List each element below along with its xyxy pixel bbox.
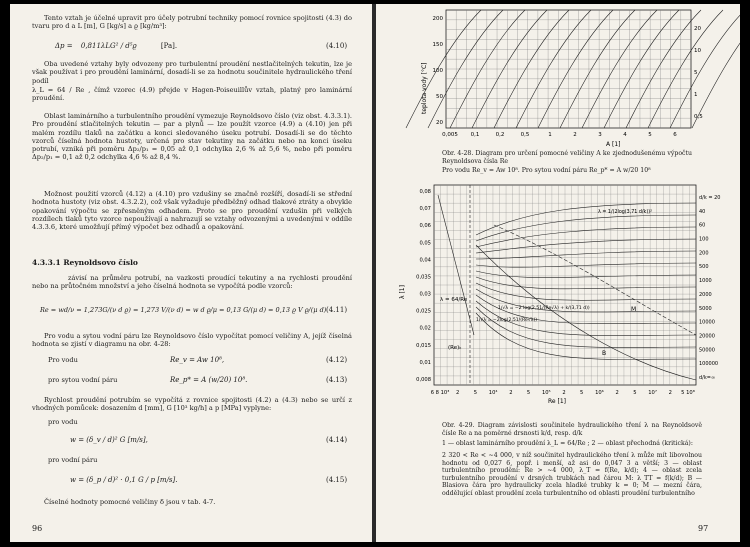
equation-4-14: w = (δ_v / d)² G [m/s],: [70, 436, 148, 444]
figure-4-28: [376, 4, 740, 164]
right-tick-label: d/k = 20: [699, 195, 721, 201]
annotation-B: B: [602, 350, 607, 357]
fig29-xlabel: Re [1]: [548, 398, 566, 405]
paragraph: Možnost použití vzorců (4.12) a (4.10) pro vzdušiny se značně rozšíří, dosadí-li se střední hodnota hustoty (viz obst. 4.3.2.2), což však vyžaduje předběžný odhad tlakové ztráty a obvykle opakování výpočtu se zpřesněným odhadem. Proto se pro proudění vzdušin při velkých rozdílech tlaků tyto vzorce nepoužívají a nahrazují se vztahy odvozenými a uvedenými v oddíle 4.3.3.6, které umožňují přímý výpočet bez odhadů a opakování.: [32, 190, 352, 232]
right-tick-label: 60: [699, 222, 706, 229]
equation-4-12: Re_v = Aw 10⁸,: [170, 356, 225, 364]
right-tick-label: 5000: [699, 305, 712, 312]
equation-4-15: w = (δ_p / d)² · 0,1 G / p [m/s].: [70, 476, 178, 484]
label-steam: pro vodní páru: [48, 456, 98, 464]
x-tick-label: 2: [562, 390, 566, 396]
y-tick-label: 200: [432, 16, 443, 22]
equation-unit: [Pa].: [160, 42, 178, 50]
y-tick-label: 0,035: [416, 274, 431, 281]
y-tick-label: 0,08: [419, 189, 431, 195]
x-tick-label: 2: [573, 132, 577, 138]
y-tick-label: 0,015: [416, 342, 431, 349]
right-tick-label: 500: [699, 264, 709, 271]
paragraph: Oblast laminárního a turbulentního proudění vymezuje Reynoldsovo číslo (viz obst. 4.3.3.1). Pro proudění stlačitelných tekutin — par a plynů — lze použít vzorce (4.9) a (4.10) jen při malém rozdílu tlaků na začátku a konci sledovaného úseku potrubí. Dosadí-li se do těchto vzorců číselná hodnota hustoty, určená pro stav tekutiny na začátku nebo na konci úseku potrubí, vzniká při poměru Δp₂/p₁ = 0,05 až 0,1 odchylka 2,6 % až 5,6 %, nebo při poměru Δp₂/p₁ = 0,1 až 0,2 odchylka 4,6 % až 8,4 %.: [32, 112, 352, 162]
laminar-line: [438, 195, 474, 335]
x-tick-label: 6 8 10³: [430, 390, 450, 396]
x-tick-label: 10⁷: [648, 390, 657, 396]
right-tick-label: 1000: [699, 278, 712, 285]
fig29-ylabel: λ [1]: [399, 285, 406, 299]
y-tick-label: 0,04: [419, 257, 431, 264]
equation-number: (4.14): [326, 436, 348, 444]
x-tick-label: 1: [548, 132, 552, 138]
x-tick-label: 0,005: [442, 132, 458, 138]
y-tick-label: 0,01: [419, 359, 431, 366]
paragraph: závisí na průměru potrubí, na vazkosti proudící tekutiny a na rychlosti proudění nebo na průtočném množství a jeho číselná hodnota se vypočítá podle vzorců:: [32, 274, 352, 291]
equation-number: (4.11): [326, 306, 348, 314]
roughness-curve: [476, 215, 696, 241]
y-tick-label: 0,05: [419, 240, 431, 247]
equation-number: (4.15): [326, 476, 348, 484]
x-tick-label: 5 10⁸: [681, 390, 695, 396]
paragraph: Tento vztah je účelné upravit pro účely potrubní techniky pomocí rovnice spojitosti (4.3) do tvaru pro d a L [m], G [kg/s] a ϱ [kg/m³]:: [32, 14, 352, 31]
fig28-ylabel: teplota vody [°C]: [421, 62, 428, 114]
x-tick-label: 0,5: [520, 132, 530, 138]
equation-rhs: 0,811λLG² / d⁵ϱ: [80, 42, 137, 50]
paragraph: Číselné hodnoty pomocné veličiny δ jsou v tab. 4-7.: [44, 498, 216, 506]
paragraph-laminar: λ_L = 64 / Re , čímž vzorec (4.9) přejde v Hagen-Poiseuillův vztah, platný pro laminární proudění.: [32, 86, 352, 103]
book-spread: [10, 4, 740, 542]
right-page: [376, 4, 740, 542]
right-tick-label: 1: [694, 92, 698, 98]
x-tick-label: 2: [509, 390, 513, 396]
x-tick-label: 5: [526, 390, 531, 396]
right-tick-label: 40: [699, 208, 706, 215]
x-tick-label: 0,2: [495, 132, 505, 138]
x-tick-label: 5: [633, 390, 637, 396]
figure-caption-line: 1 — oblast laminárního proudění λ_L = 64/Re ; 2 — oblast přechodná (kritická):: [442, 440, 693, 447]
y-tick-label: 0,008: [416, 377, 431, 383]
x-tick-label: 0,1: [470, 132, 480, 138]
equation-number: (4.12): [326, 356, 348, 364]
right-tick-label: 0,5: [694, 114, 703, 120]
roughness-curve: [476, 239, 696, 253]
x-tick-label: 5: [648, 132, 652, 138]
right-tick-label: 50000: [699, 347, 715, 354]
right-tick-label: d/k=∞: [699, 375, 716, 381]
right-tick-label: 20: [694, 26, 701, 32]
y-tick-label: 0,07: [419, 206, 431, 213]
annotation-formula-a: 1/√λ = −2 log(2,51/(Re√λ) + k/(3,71 d)): [498, 306, 590, 311]
annotation-M: M: [631, 306, 637, 313]
x-tick-label: 2: [456, 390, 460, 396]
figure-4-29: [376, 179, 740, 414]
fig28-xlabel: A [1]: [606, 141, 621, 148]
equation-4-11: Re = wd/ν = 1,273G/(ν d ϱ) = 1,273 V/(ν d) = w d ϱ/μ = 0,13 G/(μ d) = 0,13 ϱ V ϱ/(μ d): [40, 306, 327, 314]
x-tick-label: 5: [580, 390, 584, 396]
x-tick-label: 5: [473, 390, 478, 396]
roughness-curve: [476, 227, 696, 247]
equation-4-13: Re_p* = A (w/20) 10⁸.: [170, 376, 248, 384]
y-tick-label: 0,02: [419, 325, 431, 332]
y-tick-label: 100: [432, 68, 443, 74]
x-tick-label: 10⁴: [488, 390, 498, 396]
annotation-re-k: (Re)ₖ: [448, 345, 462, 351]
figure-caption: Obr. 4-29. Diagram závislosti součinitele hydraulického tření λ na Reynoldsově čísle Re a na poměrné drsnosti k/d, resp. d/k: [442, 422, 702, 437]
right-tick-label: 10000: [699, 319, 715, 326]
right-tick-label: 100000: [699, 361, 719, 368]
x-tick-label: 4: [623, 132, 627, 138]
right-tick-label: 20000: [699, 333, 715, 340]
section-heading: 4.3.3.1 Reynoldsovo číslo: [32, 258, 138, 267]
y-tick-label: 20: [436, 120, 443, 126]
x-tick-label: 2: [615, 390, 619, 396]
label-steam: pro sytou vodní páru: [48, 376, 118, 384]
annotation-laminar: λ = 64/Re: [440, 297, 468, 303]
left-page: [10, 4, 372, 542]
paragraph: Oba uvedené vztahy byly odvozeny pro turbulentní proudění nestlačitelných tekutin, lze je však používat i pro proudění laminární, dosadí-li se za hodnotu součinitele hydraulického tření podíl: [32, 60, 352, 85]
right-tick-label: 2000: [699, 291, 712, 298]
figure-caption-body: 2 320 < Re < ~4 000, v níž součinitel hydraulického tření λ může mít libovolnou hodnotu od 0,027 6, popř. i menší, až asi do 0,047 3 a větší; 3 — oblast turbulentního proudění: Re > ~4 000, λ_T = f(Re, k/d); 4 — oblast zcela turbulentního proudění v drsných trubkách nad čárou M: λ_TT = f(k/d); B — Blasiova čára pro hydraulicky zcela hladké trubky k = 0; M — mezní čára, oddělující oblast proudění zcela turbulentního od oblasti proudění turbulentního: [442, 452, 702, 497]
roughness-curve: [476, 277, 696, 289]
x-tick-label: 6: [673, 132, 677, 138]
annotation-formula-b: 1/√λ = −2log(2,51/(Re√λ)): [476, 318, 538, 323]
page-number: 96: [32, 524, 43, 533]
figure-caption: Obr. 4-28. Diagram pro určení pomocné veličiny A ke zjednodušenému výpočtu Reynoldsova čísla Re: [442, 150, 692, 165]
equation-number: (4.10): [326, 42, 348, 50]
y-tick-label: 0,03: [419, 291, 431, 298]
y-tick-label: 0,025: [416, 308, 431, 315]
x-tick-label: 3: [598, 132, 602, 138]
figure-caption-formula: Pro vodu Re_v = Aw 10⁸. Pro sytou vodní páru Re_p* = A w/20 10⁸: [442, 167, 651, 174]
equation-4-10: [55, 42, 177, 50]
y-tick-label: 150: [432, 42, 443, 48]
x-tick-label: 2: [668, 390, 672, 396]
x-tick-label: 10⁵: [541, 390, 551, 396]
roughness-curve: [476, 307, 696, 348]
paragraph: Rychlost proudění potrubím se vypočítá z rovnice spojitosti (4.2) a (4.3) nebo se určí z vhodných pomůcek: dosazením d [mm], G [10³ kg/h] a p [MPa] vyplyne:: [32, 396, 352, 413]
equation-number: (4.13): [326, 376, 348, 384]
right-tick-label: 5: [694, 70, 698, 76]
roughness-curve: [476, 283, 696, 300]
label-water: pro vodu: [48, 418, 78, 426]
right-tick-label: 200: [699, 250, 709, 257]
paragraph: Pro vodu a sytou vodní páru lze Reynoldsovo číslo vypočítat pomocí veličiny A, jejíž číselná hodnota se zjistí v diagramu na obr. 4-28:: [32, 332, 352, 349]
y-tick-label: 0,06: [419, 223, 431, 230]
y-tick-label: 50: [436, 94, 443, 100]
right-tick-label: 100: [699, 236, 709, 243]
equation-lhs: Δp =: [55, 42, 73, 50]
page-number: 97: [698, 524, 709, 533]
label-water: Pro vodu: [48, 356, 78, 364]
x-tick-label: 10⁶: [595, 390, 604, 396]
annotation-formula-c: λ = 1/(2log(3,71 d/k))²: [598, 210, 652, 215]
right-tick-label: 10: [694, 48, 701, 54]
roughness-curve: [476, 263, 696, 267]
